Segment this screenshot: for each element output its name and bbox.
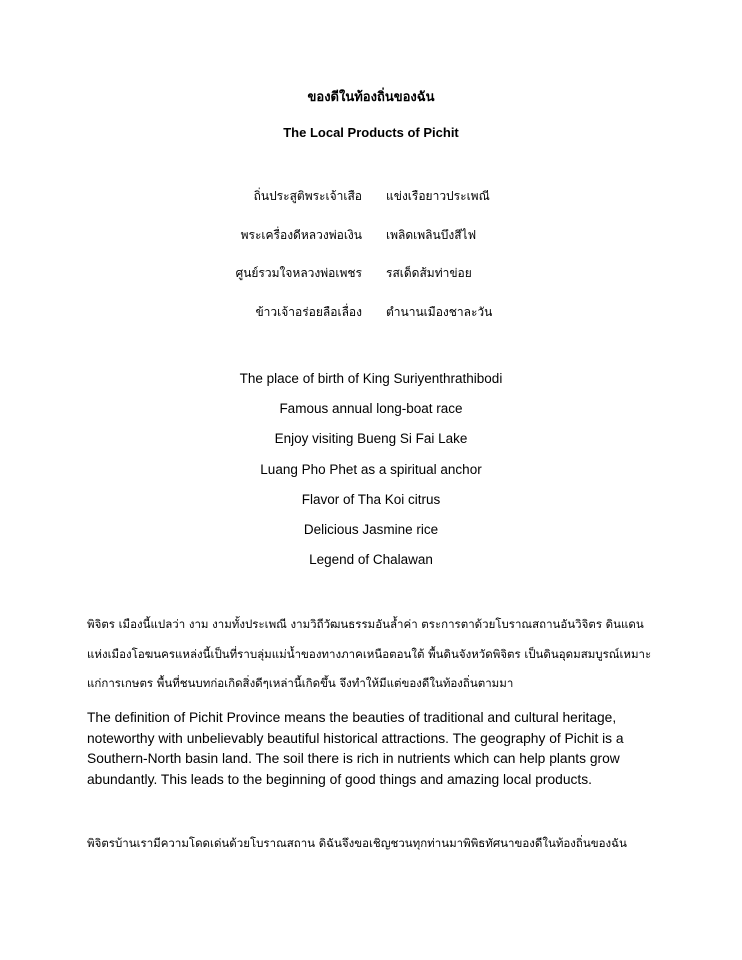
title-thai: ของดีในท้องถิ่นของฉัน [307, 90, 435, 105]
thai-paragraph-line: แห่งเมืองโอฆนครแหล่งนี้เป็นที่ราบลุ่มแม่น้ำของทางภาคเหนือตอนใต้ พื้นดินจังหวัดพิจิตร เป็นดินอุดมสมบูรณ์เหมาะ [87, 647, 652, 661]
thai-paragraph-line: พิจิตร เมืองนี้แปลว่า งาม งามทั้งประเพณี งามวิถีวัฒนธรรมอันล้ำค่า ตระการตาด้วยโบราณสถานอันวิจิตร ดินแดน [87, 617, 644, 631]
closing-thai-line: พิจิตรบ้านเรามีความโดดเด่นด้วยโบราณสถาน ดิฉันจึงขอเชิญชวนทุกท่านมาพิพิธทัศนาของดีในท้องถิ่นของฉัน [87, 836, 627, 850]
motto-english-line: Famous annual long-boat race [279, 401, 463, 416]
motto-left-text: ข้าวเจ้าอร่อยลือเลื่อง [255, 305, 362, 319]
motto-left-text: พระเครื่องดีหลวงพ่อเงิน [240, 228, 362, 242]
english-paragraph-line: The definition of Pichit Province means the beauties of traditional and cultural heritage, [87, 710, 617, 725]
motto-english-line: Flavor of Tha Koi citrus [301, 492, 441, 507]
english-paragraph-line: abundantly. This leads to the beginning of good things and amazing local products. [87, 771, 592, 787]
english-paragraph-line: Southern-North basin land. The soil there is rich in nutrients which can help plants grow [87, 751, 620, 766]
english-paragraph [87, 708, 662, 790]
motto-row [0, 186, 742, 206]
english-paragraph-line: noteworthy with unbelievably beautiful historical attractions. The geography of Pichit is a [87, 730, 624, 746]
motto-row [0, 225, 742, 245]
motto-left-text: ศูนย์รวมใจหลวงพ่อเพชร [235, 266, 362, 280]
motto-english-line: Enjoy visiting Bueng Si Fai Lake [274, 431, 468, 446]
title-english: The Local Products of Pichit [283, 125, 459, 140]
motto-right-text: รสเด็ดส้มท่าข่อย [386, 266, 472, 280]
motto-right-text: ตำนานเมืองชาละวัน [386, 305, 493, 319]
motto-left-text: ถิ่นประสูติพระเจ้าเสือ [253, 189, 362, 203]
motto-english-line: Luang Pho Phet as a spiritual anchor [260, 462, 482, 477]
motto-english-line: The place of birth of King Suriyenthrathibodi [239, 371, 503, 386]
motto-english-line: Legend of Chalawan [309, 552, 433, 567]
thai-paragraph-line: แก่การเกษตร พื้นที่ชนบทก่อเกิดสิ่งดีๆเหล่านี้เกิดขึ้น จึงทำให้มีแต่ของดีในท้องถิ่นตามมา [87, 676, 514, 690]
motto-row [0, 302, 742, 322]
motto-row [0, 263, 742, 283]
motto-right-text: แข่งเรือยาวประเพณี [386, 189, 490, 203]
motto-right-text: เพลิดเพลินบึงสีไฟ [386, 228, 477, 242]
motto-english-line: Delicious Jasmine rice [303, 522, 439, 537]
